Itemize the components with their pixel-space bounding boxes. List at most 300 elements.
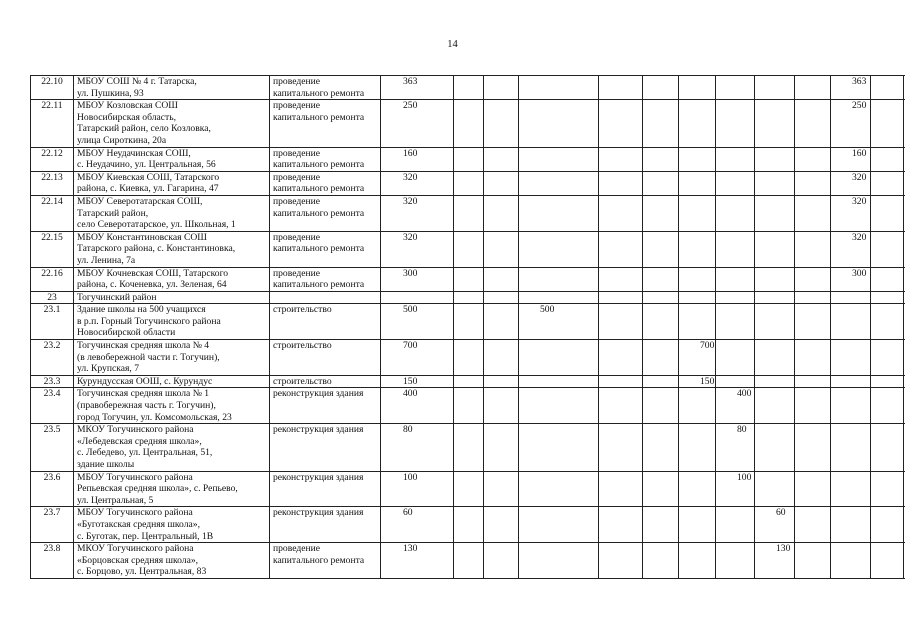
year-amount: [755, 76, 795, 100]
year-amount: 320: [831, 231, 871, 267]
year-amount: [519, 76, 599, 100]
work-type: [270, 507, 381, 543]
year-amount: [484, 543, 519, 579]
year-amount: [454, 267, 484, 291]
object-name-line: (правобережная часть г. Тогучин),: [77, 400, 216, 412]
year-amount: [795, 171, 831, 195]
work-type-line: капитального ремонта: [273, 279, 365, 291]
object-name-line: Тогучинская средняя школа № 1: [77, 388, 210, 400]
year-amount: [831, 543, 871, 579]
object-name-line: Новосибирская область,: [77, 111, 176, 123]
year-amount: [755, 471, 795, 507]
year-amount: 400: [716, 388, 755, 424]
year-amount: 363: [831, 76, 871, 100]
table-row: [31, 231, 905, 267]
year-amount: [755, 231, 795, 267]
empty-cell: [484, 291, 519, 304]
object-name: [74, 267, 270, 291]
row-number: 23.3: [31, 375, 74, 388]
object-name-line: МБОУ Северотатарская СОШ,: [77, 195, 203, 207]
table-row: [31, 147, 905, 171]
year-amount: [643, 267, 679, 291]
year-amount: [679, 231, 716, 267]
object-name-line: город Тогучин, ул. Комсомольская, 23: [77, 411, 232, 423]
year-amount: [599, 543, 643, 579]
object-name-line: МКОУ Тогучинского района: [77, 424, 194, 436]
year-amount: [519, 267, 599, 291]
year-amount: [519, 507, 599, 543]
empty-cell: [795, 291, 831, 304]
object-name-line: МБОУ Тогучинского района: [77, 471, 193, 483]
total-amount: 500: [381, 304, 454, 340]
object-name: [74, 304, 270, 340]
year-amount: [599, 195, 643, 231]
work-type: [270, 304, 381, 340]
year-amount: [679, 267, 716, 291]
year-amount: [454, 388, 484, 424]
total-amount: 700: [381, 340, 454, 376]
year-amount: [716, 100, 755, 147]
year-amount: [795, 375, 831, 388]
year-amount: [519, 375, 599, 388]
work-type: [270, 76, 381, 100]
total-amount: 130: [381, 543, 454, 579]
object-name-line: с. Борцово, ул. Центральная, 83: [77, 566, 207, 578]
year-amount: [679, 424, 716, 471]
year-amount: 250: [831, 100, 871, 147]
total-amount: 320: [381, 231, 454, 267]
year-amount: 500: [519, 304, 599, 340]
year-amount: [454, 507, 484, 543]
row-number: 22.12: [31, 147, 74, 171]
object-name-line: МКОУ Тогучинского района: [77, 543, 194, 555]
year-amount: [484, 147, 519, 171]
object-name-line: с. Буготак, пер. Центральный, 1В: [77, 530, 214, 542]
empty-cell: [831, 291, 871, 304]
year-amount: [454, 375, 484, 388]
year-amount: [871, 424, 904, 471]
year-amount: [716, 507, 755, 543]
year-amount: [599, 231, 643, 267]
year-amount: [755, 100, 795, 147]
section-row: [31, 291, 905, 304]
work-type-line: капитального ремонта: [273, 183, 365, 195]
year-amount: [484, 375, 519, 388]
row-number: 22.11: [31, 100, 74, 147]
year-amount: [454, 340, 484, 376]
year-amount: [716, 231, 755, 267]
work-type: [270, 388, 381, 424]
year-amount: [795, 424, 831, 471]
row-number: 23.1: [31, 304, 74, 340]
year-amount: [599, 267, 643, 291]
object-name-line: с. Неудачино, ул. Центральная, 56: [77, 159, 216, 171]
total-amount: 320: [381, 195, 454, 231]
row-number: 23.6: [31, 471, 74, 507]
object-name-line: в р.п. Горный Тогучинского района: [77, 315, 221, 327]
year-amount: [679, 543, 716, 579]
table-row: [31, 543, 905, 579]
work-type-line: реконструкция здания: [273, 507, 364, 519]
year-amount: [871, 375, 904, 388]
year-amount: [871, 507, 904, 543]
work-type-line: строительство: [273, 340, 332, 352]
year-amount: [831, 340, 871, 376]
row-number: 23.5: [31, 424, 74, 471]
row-number: 22.16: [31, 267, 74, 291]
empty-cell: [454, 291, 484, 304]
year-amount: [755, 267, 795, 291]
object-name: [74, 388, 270, 424]
row-number: 23: [31, 291, 74, 304]
object-name: [74, 375, 270, 388]
year-amount: [454, 304, 484, 340]
year-amount: [643, 471, 679, 507]
page-number: 14: [447, 39, 458, 50]
year-amount: [871, 76, 904, 100]
year-amount: [643, 76, 679, 100]
year-amount: 320: [831, 171, 871, 195]
row-number: 22.15: [31, 231, 74, 267]
year-amount: [679, 100, 716, 147]
year-amount: [484, 76, 519, 100]
object-name-line: Репьевская средняя школа», с. Репьево,: [77, 483, 238, 495]
object-name-line: Татарского района, с. Константиновка,: [77, 243, 236, 255]
empty-cell: [519, 291, 599, 304]
empty-cell: [755, 291, 795, 304]
year-amount: [716, 543, 755, 579]
table-row: [31, 76, 905, 100]
year-amount: 130: [755, 543, 795, 579]
year-amount: [519, 100, 599, 147]
object-name-line: района, с. Коченевка, ул. Зеленая, 64: [77, 279, 227, 291]
year-amount: [795, 267, 831, 291]
row-number: 23.7: [31, 507, 74, 543]
year-amount: [755, 424, 795, 471]
year-amount: 150: [679, 375, 716, 388]
year-amount: [599, 507, 643, 543]
year-amount: [755, 388, 795, 424]
district-name: Тогучинский район: [74, 291, 270, 304]
year-amount: [484, 100, 519, 147]
work-type-line: проведение: [273, 231, 320, 243]
year-amount: [795, 100, 831, 147]
year-amount: [795, 195, 831, 231]
year-amount: [519, 195, 599, 231]
year-amount: [679, 76, 716, 100]
year-amount: [755, 195, 795, 231]
row-number: 22.13: [31, 171, 74, 195]
object-name-line: «Буготакская средняя школа»,: [77, 518, 200, 530]
year-amount: [643, 388, 679, 424]
year-amount: [871, 195, 904, 231]
object-name-line: «Борцовская средняя школа»,: [77, 554, 199, 566]
year-amount: [871, 471, 904, 507]
work-type: [270, 171, 381, 195]
year-amount: [519, 147, 599, 171]
object-name-line: Татарский район, село Козловка,: [77, 123, 211, 135]
year-amount: [795, 388, 831, 424]
row-number: 23.8: [31, 543, 74, 579]
work-type-line: проведение: [273, 267, 320, 279]
work-type-line: реконструкция здания: [273, 471, 364, 483]
table-row: [31, 304, 905, 340]
year-amount: [484, 507, 519, 543]
year-amount: [795, 471, 831, 507]
empty-cell: [643, 291, 679, 304]
object-name-line: МБОУ Кочневская СОШ, Татарского: [77, 267, 229, 279]
year-amount: [831, 304, 871, 340]
object-name: [74, 231, 270, 267]
year-amount: [716, 304, 755, 340]
object-name: [74, 76, 270, 100]
row-number: 22.14: [31, 195, 74, 231]
work-type: [270, 375, 381, 388]
total-amount: 250: [381, 100, 454, 147]
year-amount: [519, 388, 599, 424]
object-name-line: ул. Пушкина, 93: [77, 87, 144, 99]
year-amount: [484, 171, 519, 195]
year-amount: [716, 195, 755, 231]
year-amount: [755, 340, 795, 376]
table-row: [31, 424, 905, 471]
year-amount: [643, 195, 679, 231]
total-amount: 100: [381, 471, 454, 507]
year-amount: [871, 388, 904, 424]
object-name-line: улица Сироткина, 20а: [77, 134, 167, 146]
work-type: [270, 267, 381, 291]
year-amount: [643, 304, 679, 340]
total-amount: 160: [381, 147, 454, 171]
year-amount: [484, 304, 519, 340]
year-amount: [484, 195, 519, 231]
empty-cell: [679, 291, 716, 304]
table-row: [31, 267, 905, 291]
year-amount: [519, 424, 599, 471]
object-name: [74, 471, 270, 507]
total-amount: 300: [381, 267, 454, 291]
year-amount: [795, 507, 831, 543]
work-type: [270, 543, 381, 579]
year-amount: [643, 507, 679, 543]
object-name: [74, 195, 270, 231]
table-row: [31, 340, 905, 376]
object-name-line: ул. Ленина, 7а: [77, 254, 136, 266]
year-amount: [679, 507, 716, 543]
work-type: [270, 195, 381, 231]
work-type: [270, 471, 381, 507]
object-name-line: МБОУ Козловская СОШ: [77, 100, 178, 112]
year-amount: [599, 471, 643, 507]
year-amount: [484, 388, 519, 424]
year-amount: [716, 76, 755, 100]
year-amount: 320: [831, 195, 871, 231]
work-type-line: проведение: [273, 100, 320, 112]
work-type-line: проведение: [273, 171, 320, 183]
empty-cell: [716, 291, 755, 304]
year-amount: [679, 471, 716, 507]
work-type-line: капитального ремонта: [273, 207, 365, 219]
table-row: [31, 388, 905, 424]
object-name: [74, 543, 270, 579]
object-name-line: МБОУ СОШ № 4 г. Татарска,: [77, 76, 197, 87]
work-type-line: капитального ремонта: [273, 87, 365, 99]
empty-cell: [871, 291, 904, 304]
object-name-line: ул. Центральная, 5: [77, 494, 154, 506]
year-amount: [716, 267, 755, 291]
table-row: [31, 100, 905, 147]
year-amount: 80: [716, 424, 755, 471]
year-amount: [831, 424, 871, 471]
year-amount: [716, 171, 755, 195]
year-amount: [484, 340, 519, 376]
year-amount: [871, 340, 904, 376]
object-name-line: «Лебедевская средняя школа»,: [77, 435, 202, 447]
year-amount: [519, 340, 599, 376]
year-amount: [831, 375, 871, 388]
year-amount: 300: [831, 267, 871, 291]
year-amount: [871, 171, 904, 195]
year-amount: [643, 424, 679, 471]
year-amount: [454, 147, 484, 171]
total-amount: 400: [381, 388, 454, 424]
work-type-line: реконструкция здания: [273, 388, 364, 400]
year-amount: [599, 147, 643, 171]
work-type: [270, 340, 381, 376]
empty-cell: [270, 291, 381, 304]
work-type-line: реконструкция здания: [273, 424, 364, 436]
year-amount: [755, 304, 795, 340]
work-type: [270, 231, 381, 267]
year-amount: 700: [679, 340, 716, 376]
table-row: [31, 171, 905, 195]
work-type-line: капитального ремонта: [273, 243, 365, 255]
work-type: [270, 100, 381, 147]
year-amount: [454, 171, 484, 195]
year-amount: [831, 388, 871, 424]
table-row: [31, 471, 905, 507]
year-amount: [716, 340, 755, 376]
work-type-line: строительство: [273, 375, 332, 387]
object-name-line: района, с. Киевка, ул. Гагарина, 47: [77, 183, 219, 195]
work-type-line: проведение: [273, 543, 320, 555]
year-amount: [599, 100, 643, 147]
table-row: [31, 507, 905, 543]
year-amount: [795, 543, 831, 579]
year-amount: [716, 375, 755, 388]
year-amount: [795, 76, 831, 100]
year-amount: [831, 507, 871, 543]
year-amount: [871, 543, 904, 579]
year-amount: [643, 375, 679, 388]
object-name-line: Курундусская ООШ, с. Курундус: [77, 375, 213, 387]
year-amount: [755, 147, 795, 171]
program-table: [30, 75, 905, 579]
year-amount: [519, 231, 599, 267]
year-amount: [679, 147, 716, 171]
year-amount: [454, 543, 484, 579]
work-type-line: проведение: [273, 195, 320, 207]
year-amount: [484, 267, 519, 291]
year-amount: [871, 231, 904, 267]
year-amount: [454, 471, 484, 507]
work-type-line: капитального ремонта: [273, 159, 365, 171]
row-number: 23.4: [31, 388, 74, 424]
object-name-line: ул. Крупская, 7: [77, 363, 139, 375]
object-name: [74, 171, 270, 195]
year-amount: [484, 424, 519, 471]
year-amount: [599, 76, 643, 100]
work-type: [270, 424, 381, 471]
object-name: [74, 147, 270, 171]
row-number: 22.10: [31, 76, 74, 100]
object-name-line: Тогучинская средняя школа № 4: [77, 340, 210, 352]
year-amount: [599, 375, 643, 388]
object-name: [74, 424, 270, 471]
object-name-line: МБОУ Киевская СОШ, Татарского: [77, 171, 220, 183]
year-amount: 100: [716, 471, 755, 507]
year-amount: [454, 231, 484, 267]
year-amount: [755, 171, 795, 195]
object-name: [74, 507, 270, 543]
year-amount: [679, 195, 716, 231]
year-amount: [454, 195, 484, 231]
year-amount: [795, 231, 831, 267]
table-row: [31, 195, 905, 231]
row-number: 23.2: [31, 340, 74, 376]
year-amount: [643, 100, 679, 147]
year-amount: [599, 171, 643, 195]
object-name-line: здание школы: [77, 459, 135, 470]
year-amount: [599, 388, 643, 424]
year-amount: [871, 100, 904, 147]
table-body: [31, 76, 905, 579]
year-amount: [795, 304, 831, 340]
work-type: [270, 147, 381, 171]
year-amount: [679, 388, 716, 424]
object-name-line: (в левобережной части г. Тогучин),: [77, 351, 220, 363]
year-amount: [643, 147, 679, 171]
total-amount: 150: [381, 375, 454, 388]
object-name-line: МБОУ Неудачинская СОШ,: [77, 147, 191, 159]
year-amount: [679, 304, 716, 340]
year-amount: [519, 471, 599, 507]
year-amount: [454, 76, 484, 100]
year-amount: [454, 424, 484, 471]
work-type-line: строительство: [273, 304, 332, 316]
object-name-line: Здание школы на 500 учащихся: [77, 304, 206, 316]
object-name-line: село Северотатарское, ул. Школьная, 1: [77, 219, 236, 231]
year-amount: [599, 304, 643, 340]
object-name-line: Новосибирской области: [77, 327, 176, 339]
object-name-line: Татарский район,: [77, 207, 149, 219]
year-amount: [871, 304, 904, 340]
year-amount: [454, 100, 484, 147]
total-amount: 363: [381, 76, 454, 100]
object-name: [74, 100, 270, 147]
object-name-line: с. Лебедево, ул. Центральная, 51,: [77, 447, 213, 459]
object-name-line: МБОУ Тогучинского района: [77, 507, 193, 519]
work-type-line: проведение: [273, 76, 320, 87]
object-name-line: МБОУ Константиновская СОШ: [77, 231, 207, 243]
year-amount: [519, 543, 599, 579]
year-amount: [716, 147, 755, 171]
year-amount: [831, 471, 871, 507]
work-type-line: проведение: [273, 147, 320, 159]
year-amount: [643, 543, 679, 579]
year-amount: 160: [831, 147, 871, 171]
year-amount: [643, 231, 679, 267]
